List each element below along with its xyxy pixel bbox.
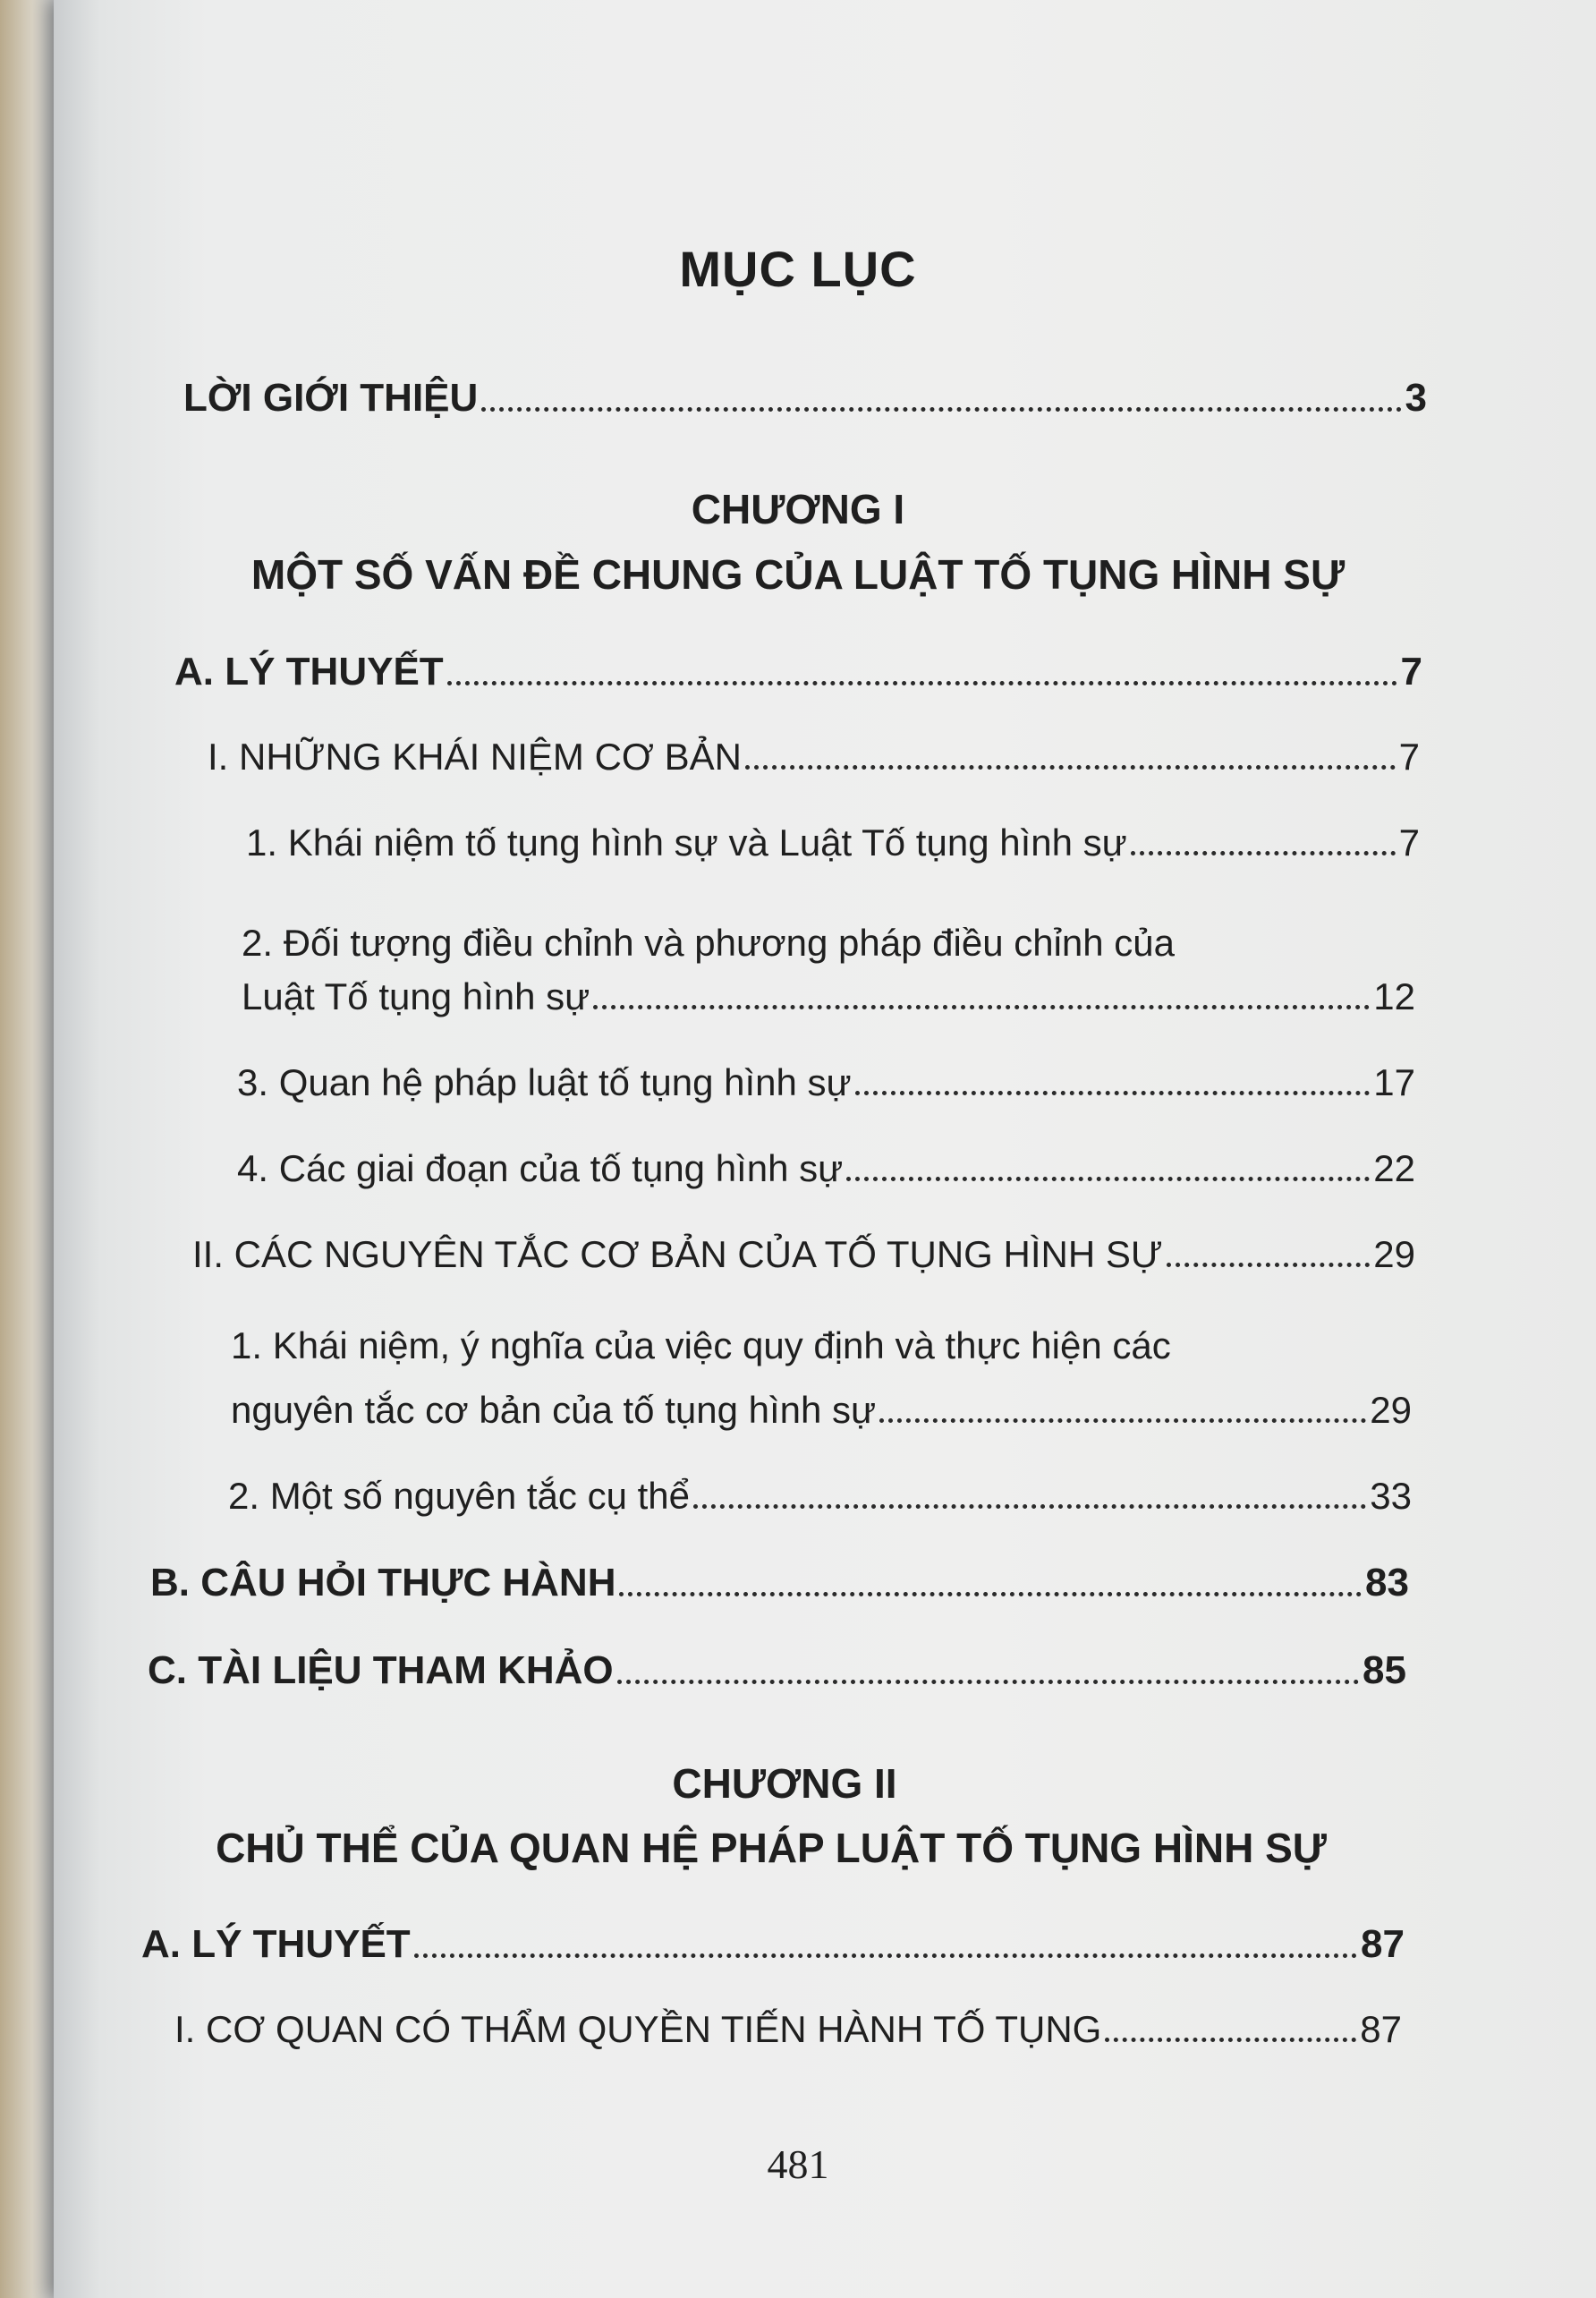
chapter-2-label: CHƯƠNG II bbox=[672, 1760, 897, 1807]
toc-entry-ch1-item-2 bbox=[242, 975, 1415, 1018]
toc-page-number: 87 bbox=[1361, 1922, 1405, 1966]
chapter-1-label: CHƯƠNG I bbox=[691, 486, 905, 532]
leader-dots bbox=[1105, 2038, 1356, 2042]
toc-entry-text: II. CÁC NGUYÊN TẮC CƠ BẢN CỦA TỐ TỤNG HÌNH SỰ bbox=[192, 1233, 1163, 1275]
toc-entry-text: B. CÂU HỎI THỰC HÀNH bbox=[150, 1561, 616, 1604]
leader-dots bbox=[481, 407, 1401, 412]
toc-page-number: 7 bbox=[1400, 650, 1422, 694]
toc-page-number: 85 bbox=[1363, 1648, 1406, 1692]
chapter-2-name: CHỦ THỂ CỦA QUAN HỆ PHÁP LUẬT TỐ TỤNG HÌNH SỰ bbox=[216, 1825, 1327, 1871]
toc-entry-ch1-part-1 bbox=[208, 736, 1420, 779]
toc-page-number: 83 bbox=[1365, 1561, 1409, 1604]
toc-entry-ch1-section-b bbox=[150, 1561, 1409, 1605]
page-number: 481 bbox=[767, 2141, 829, 2187]
page-title: MỤC LỤC bbox=[679, 241, 917, 297]
toc-entry-ch1-item-1 bbox=[246, 821, 1420, 864]
toc-page-number: 17 bbox=[1373, 1061, 1415, 1103]
toc-entry-text: 3. Quan hệ pháp luật tố tụng hình sự bbox=[237, 1061, 852, 1103]
toc-entry-intro bbox=[183, 376, 1427, 421]
toc-entry-ch1-section-a bbox=[174, 650, 1422, 694]
leader-dots bbox=[617, 1680, 1359, 1684]
toc-entry-ch1-item-3 bbox=[237, 1061, 1415, 1104]
leader-dots bbox=[879, 1418, 1366, 1423]
toc-page-number: 29 bbox=[1373, 1233, 1415, 1275]
chapter-1-name: MỘT SỐ VẤN ĐỀ CHUNG CỦA LUẬT TỐ TỤNG HÌNH SỰ bbox=[250, 551, 1346, 598]
toc-entry-text: I. NHỮNG KHÁI NIỆM CƠ BẢN bbox=[208, 736, 742, 778]
toc-page-number: 7 bbox=[1398, 821, 1420, 864]
toc-entry-ch2-part-1 bbox=[174, 2008, 1402, 2051]
leader-dots bbox=[1167, 1263, 1371, 1267]
toc-entry-text: LỜI GIỚI THIỆU bbox=[183, 376, 479, 420]
leader-dots bbox=[447, 681, 1397, 685]
toc-entry-text: 4. Các giai đoạn của tố tụng hình sự bbox=[237, 1147, 844, 1189]
toc-page-number: 87 bbox=[1360, 2008, 1402, 2050]
toc-page-number: 22 bbox=[1373, 1147, 1415, 1189]
leader-dots bbox=[619, 1592, 1362, 1596]
toc-page-number: 33 bbox=[1370, 1475, 1412, 1517]
leader-dots bbox=[693, 1504, 1366, 1509]
toc-entry-text: 2. Một số nguyên tắc cụ thể bbox=[228, 1475, 690, 1517]
toc-entry-text: A. LÝ THUYẾT bbox=[174, 650, 444, 694]
leader-dots bbox=[855, 1091, 1371, 1095]
toc-entry-ch1-part2-item-1 bbox=[231, 1389, 1412, 1432]
leader-dots bbox=[846, 1177, 1370, 1181]
toc-page-number: 7 bbox=[1398, 736, 1420, 778]
toc-entry-ch2-section-a bbox=[141, 1922, 1405, 1967]
leader-dots bbox=[1131, 851, 1396, 855]
toc-entry-ch1-item-2-line1: 2. Đối tượng điều chỉnh và phương pháp điều chỉnh của bbox=[242, 922, 1176, 964]
toc-entry-text: 1. Khái niệm tố tụng hình sự và Luật Tố tụng hình sự bbox=[246, 821, 1127, 864]
toc-page-number: 12 bbox=[1373, 975, 1415, 1017]
leader-dots bbox=[745, 765, 1396, 770]
toc-entry-text: Luật Tố tụng hình sự bbox=[242, 975, 590, 1017]
toc-entry-text: C. TÀI LIỆU THAM KHẢO bbox=[148, 1648, 614, 1692]
leader-dots bbox=[593, 1005, 1370, 1009]
toc-page-number: 3 bbox=[1405, 376, 1427, 420]
toc-entry-ch1-part2-item-2 bbox=[228, 1475, 1412, 1518]
toc-entry-ch1-part2-item-1-line1: 1. Khái niệm, ý nghĩa của việc quy định và thực hiện các bbox=[231, 1324, 1171, 1366]
leader-dots bbox=[414, 1953, 1357, 1958]
toc-entry-text: I. CƠ QUAN CÓ THẨM QUYỀN TIẾN HÀNH TỐ TỤNG bbox=[174, 2008, 1102, 2050]
toc-page-number: 29 bbox=[1370, 1389, 1412, 1431]
toc-entry-text: nguyên tắc cơ bản của tố tụng hình sự bbox=[231, 1389, 877, 1431]
toc-entry-ch1-section-c bbox=[148, 1648, 1406, 1693]
toc-entry-ch1-part-2 bbox=[192, 1233, 1415, 1276]
toc-entry-ch1-item-4 bbox=[237, 1147, 1415, 1190]
toc-entry-text: A. LÝ THUYẾT bbox=[141, 1922, 411, 1966]
